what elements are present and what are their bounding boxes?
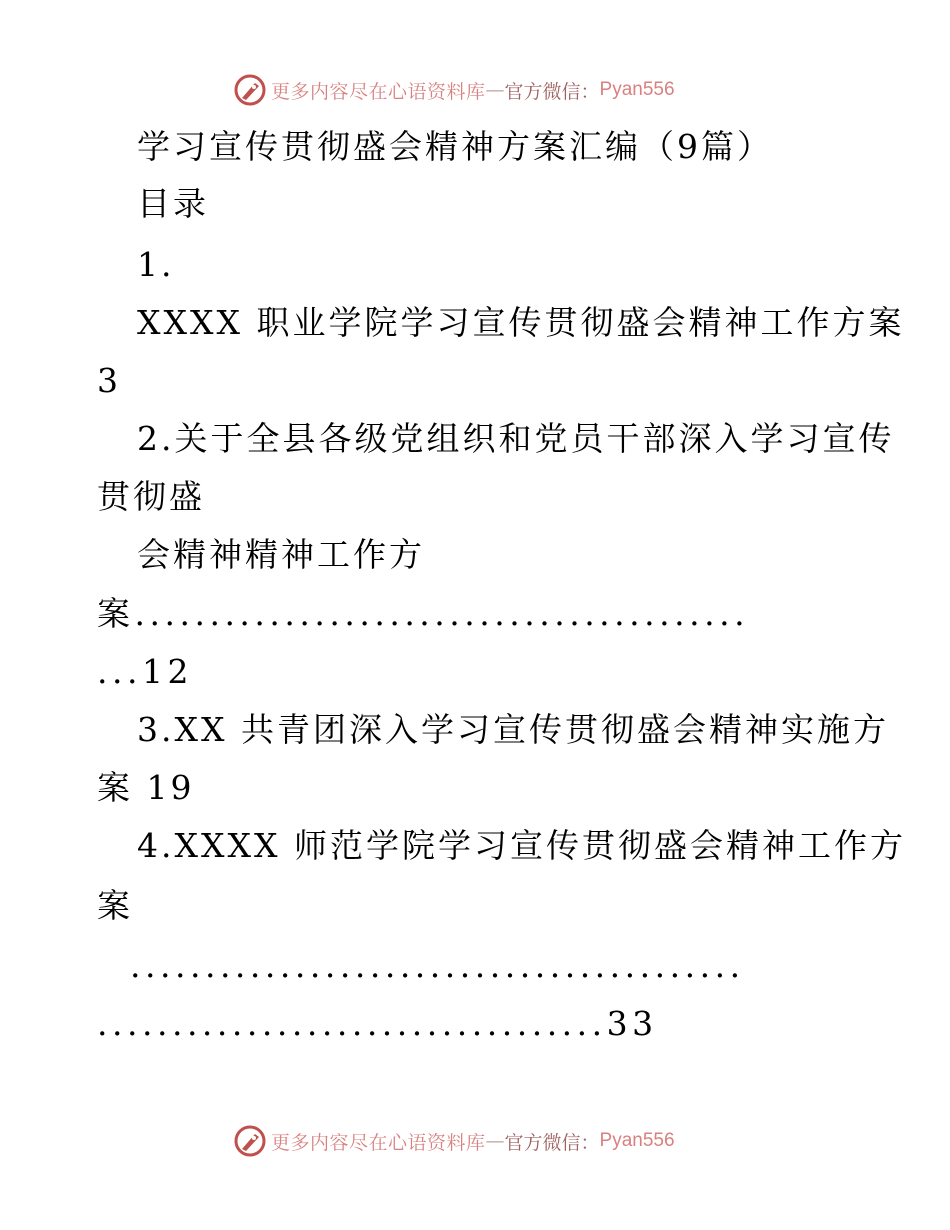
pen-logo-icon	[233, 73, 267, 107]
banner-wechat-label: 官方微信：	[504, 1131, 600, 1154]
toc-heading: 目录	[137, 184, 209, 223]
banner-dash: —	[485, 79, 505, 101]
toc-line: ..................................33	[97, 1004, 658, 1043]
toc-line: 案	[97, 886, 133, 925]
pen-logo-icon	[233, 1124, 267, 1158]
header-banner	[233, 70, 675, 110]
toc-line: 案.........................................	[97, 594, 750, 633]
toc-line: 贯彻盛	[97, 477, 205, 516]
toc-line: 3.XX 共青团深入学习宣传贯彻盛会精神实施方	[137, 710, 889, 749]
toc-line: XXXX 职业学院学习宣传贯彻盛会精神工作方案	[137, 303, 905, 342]
toc-line: 2.关于全县各级党组织和党员干部深入学习宣传	[137, 419, 895, 458]
banner-dash: —	[485, 1130, 505, 1152]
banner-brand-text: 更多内容尽在心语资料库	[271, 1131, 486, 1154]
toc-line: ...12	[97, 652, 193, 691]
toc-line: 3	[97, 361, 121, 400]
toc-line: 1.	[137, 245, 175, 284]
banner-brand-text: 更多内容尽在心语资料库	[271, 80, 486, 103]
toc-line: 案 19	[97, 768, 195, 807]
toc-line: 会精神精神工作方	[137, 535, 425, 574]
toc-line: 4.XXXX 师范学院学习宣传贯彻盛会精神工作方	[137, 826, 906, 865]
document-title: 学习宣传贯彻盛会精神方案汇编（9篇）	[137, 127, 773, 166]
toc-line: .........................................	[130, 946, 745, 985]
banner-wechat-id: Pyan556	[599, 1130, 675, 1151]
banner-wechat-id: Pyan556	[599, 79, 675, 100]
banner-wechat-label: 官方微信：	[504, 80, 600, 103]
footer-banner	[233, 1121, 675, 1161]
